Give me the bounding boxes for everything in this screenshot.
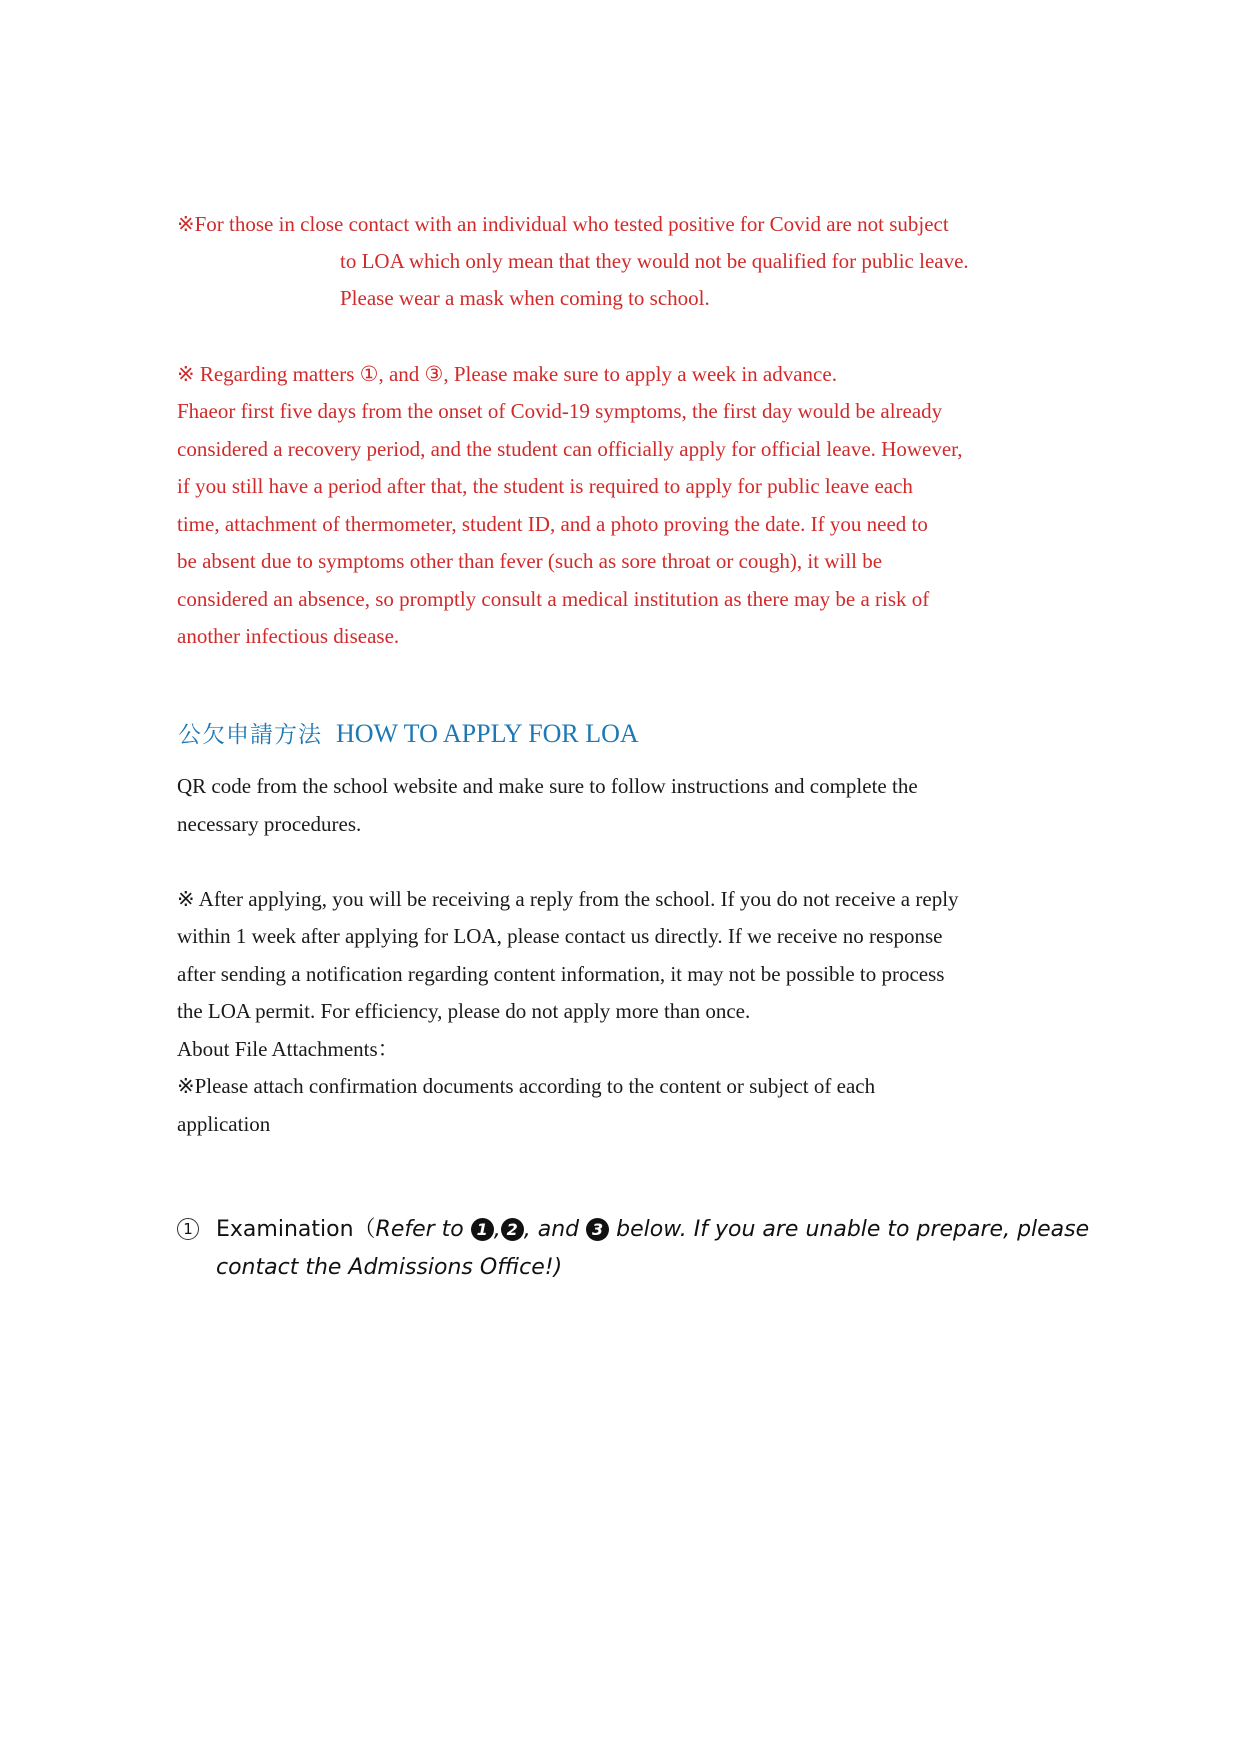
- reference-number-badge: 3: [586, 1218, 609, 1241]
- section-heading: [178, 716, 639, 753]
- examination-note-rest: below. If you are unable to prepare, please: [609, 1217, 1090, 1242]
- notice-line: application: [177, 1112, 271, 1136]
- covid-note-line: another infectious disease.: [177, 624, 400, 648]
- refer-text: Refer to: [375, 1217, 471, 1242]
- examination-item-line-2: [216, 1252, 562, 1284]
- section-heading-jp: 公欠申請方法: [178, 722, 322, 748]
- intro-line: necessary procedures.: [177, 812, 362, 836]
- notice-line: ※Please attach confirmation documents according to the content or subject of each: [177, 1074, 876, 1098]
- examination-item-line-1: [177, 1214, 1089, 1246]
- close-contact-note-line-3: Please wear a mask when coming to school.: [340, 286, 710, 310]
- covid-note-line: considered an absence, so promptly consult a medical institution as there may be a risk of: [177, 587, 930, 611]
- notice-line: ※ After applying, you will be receiving a reply from the school. If you do not receive a reply: [177, 887, 959, 911]
- and-text: , and: [523, 1217, 587, 1242]
- covid-note-line: Fhaeor first five days from the onset of Covid-19 symptoms, the first day would be already: [177, 399, 943, 423]
- notice-line: within 1 week after applying for LOA, please contact us directly. If we receive no response: [177, 924, 943, 948]
- close-contact-note-line-1: ※For those in close contact with an individual who tested positive for Covid are not subject: [177, 212, 949, 236]
- notice-line: after sending a notification regarding content information, it may not be possible to process: [177, 962, 945, 986]
- covid-note-line: considered a recovery period, and the student can officially apply for official leave. However,: [177, 437, 963, 461]
- reference-number-badge: 1: [471, 1218, 494, 1241]
- examination-note-line-2: contact the Admissions Office!): [216, 1255, 563, 1280]
- file-attachments-label: About File Attachments：: [177, 1037, 399, 1061]
- open-paren: （: [353, 1217, 376, 1242]
- covid-note-line: if you still have a period after that, the student is required to apply for public leave each: [177, 474, 913, 498]
- covid-note-line: time, attachment of thermometer, student ID, and a photo proving the date. If you need to: [177, 512, 928, 536]
- reference-number-badge: 2: [501, 1218, 524, 1241]
- section-heading-en: HOW TO APPLY FOR LOA: [336, 719, 639, 748]
- separator-comma: ,: [493, 1217, 501, 1242]
- examination-title: Examination: [216, 1217, 354, 1242]
- item-number-badge: 1: [177, 1218, 199, 1240]
- close-contact-note-line-2: to LOA which only mean that they would not be qualified for public leave.: [340, 249, 969, 273]
- covid-note-line: be absent due to symptoms other than fever (such as sore throat or cough), it will be: [177, 549, 883, 573]
- intro-line: QR code from the school website and make sure to follow instructions and complete the: [177, 774, 918, 798]
- notice-line: the LOA permit. For efficiency, please do not apply more than once.: [177, 999, 751, 1023]
- covid-note-line: ※ Regarding matters ①, and ③, Please make sure to apply a week in advance.: [177, 362, 837, 386]
